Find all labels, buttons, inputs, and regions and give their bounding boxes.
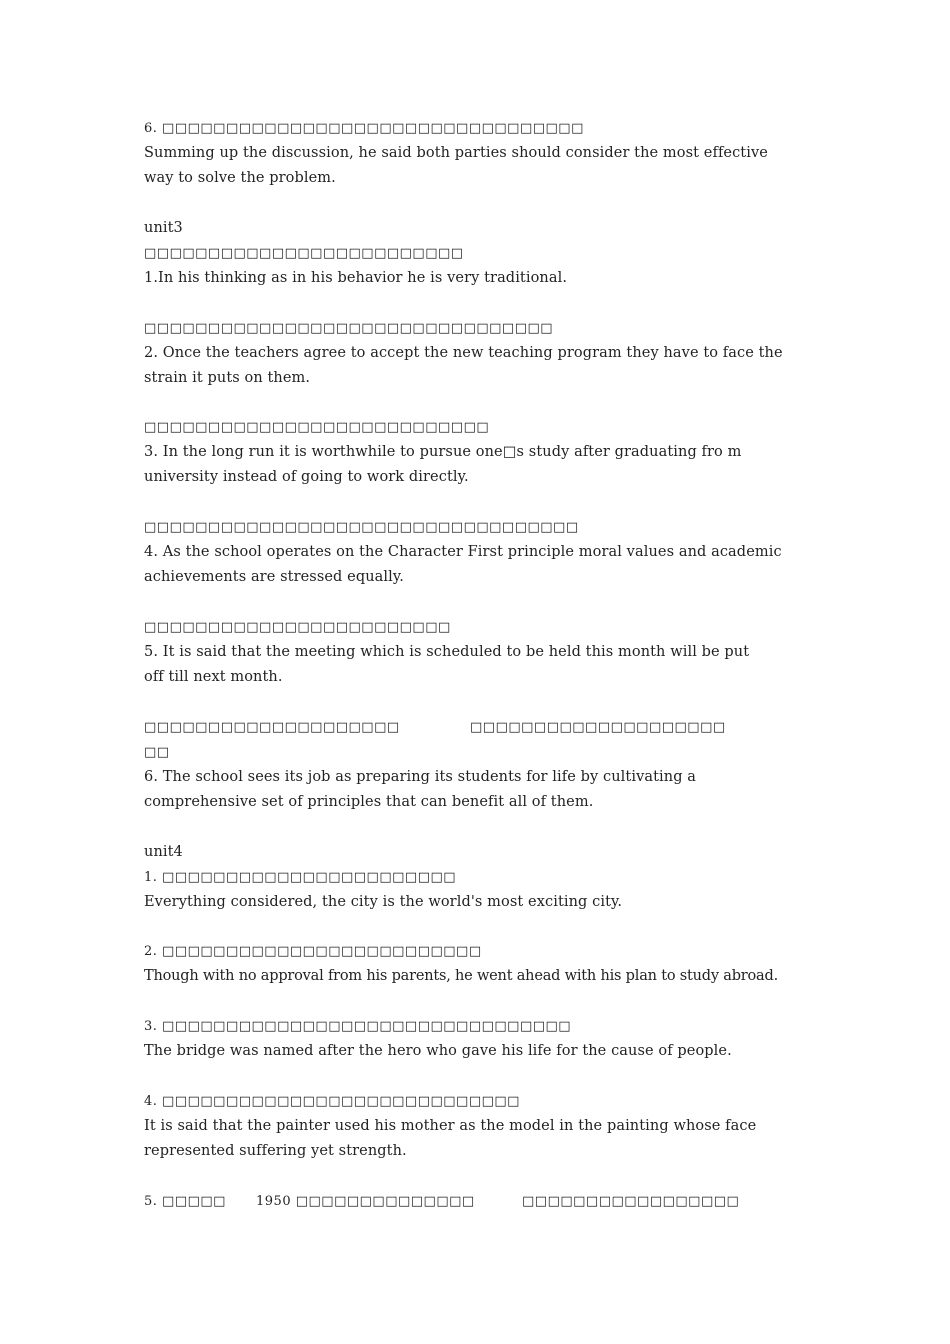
unit4-sentence-4-chinese: 4. □□□□□□□□□□□□□□□□□□□□□□□□□□□□ <box>144 1093 520 1109</box>
unit3-sentence-2-english-line-1: 2. Once the teachers agree to accept the new teaching program they have to face the <box>144 344 783 361</box>
paragraph-gap <box>144 291 808 316</box>
paragraph-gap <box>144 490 808 515</box>
unit3-sentence-4-chinese: □□□□□□□□□□□□□□□□□□□□□□□□□□□□□□□□□□ <box>144 520 579 536</box>
unit4-sentence-2-english: Though with no approval from his parents, he went ahead with his plan to study abroad. <box>144 968 778 985</box>
unit3-sentence-5-english-line-1: 5. It is said that the meeting which is scheduled to be held this month will be put <box>144 643 750 660</box>
paragraph-gap <box>144 191 808 216</box>
unit4-sentence-1-chinese: 1. □□□□□□□□□□□□□□□□□□□□□□□ <box>144 869 457 885</box>
paragraph-gap <box>144 391 808 416</box>
unit4-sentence-5-chinese-middle: 1950 □□□□□□□□□□□□□□ <box>256 1193 475 1209</box>
unit3-sentence-6-chinese <box>144 715 808 740</box>
unit3-sentence-6-chinese-continued: □□ <box>144 744 170 760</box>
unit3-sentence-2-chinese: □□□□□□□□□□□□□□□□□□□□□□□□□□□□□□□□ <box>144 320 554 336</box>
unit2-sentence-6-chinese: 6. □□□□□□□□□□□□□□□□□□□□□□□□□□□□□□□□□ <box>144 121 584 136</box>
unit4-sentence-2-chinese: 2. □□□□□□□□□□□□□□□□□□□□□□□□□ <box>144 944 482 960</box>
paragraph-gap <box>144 1164 808 1189</box>
unit4-sentence-1-english: Everything considered, the city is the world's most exciting city. <box>144 893 623 910</box>
unit4-sentence-3-chinese: 3. □□□□□□□□□□□□□□□□□□□□□□□□□□□□□□□□ <box>144 1019 572 1035</box>
paragraph-gap <box>144 915 808 940</box>
unit4-sentence-5-chinese-right: □□□□□□□□□□□□□□□□□ <box>522 1193 740 1209</box>
unit3-sentence-5-english-line-2: off till next month. <box>144 668 283 685</box>
unit4-heading: unit4 <box>144 843 183 860</box>
unit3-sentence-3-english-line-2: university instead of going to work directly. <box>144 469 469 486</box>
unit3-sentence-4-english-line-2: achievements are stressed equally. <box>144 569 404 586</box>
unit4-sentence-5-chinese <box>144 1189 808 1214</box>
unit3-sentence-6-chinese-left: □□□□□□□□□□□□□□□□□□□□ <box>144 719 400 735</box>
unit4-sentence-4-english-line-1: It is said that the painter used his mother as the model in the painting whose face <box>144 1117 757 1134</box>
unit3-sentence-5-chinese: □□□□□□□□□□□□□□□□□□□□□□□□ <box>144 619 451 635</box>
unit3-sentence-6-chinese-right: □□□□□□□□□□□□□□□□□□□□ <box>470 719 726 735</box>
paragraph-gap <box>144 989 808 1014</box>
unit3-sentence-3-english-line-1: 3. In the long run it is worthwhile to pursue one□s study after graduating fro m <box>144 444 742 461</box>
unit3-sentence-4-english-line-1: 4. As the school operates on the Character First principle moral values and academic <box>144 544 782 561</box>
unit3-sentence-2-english-line-2: strain it puts on them. <box>144 369 311 386</box>
paragraph-gap <box>144 690 808 715</box>
unit3-sentence-1-chinese: □□□□□□□□□□□□□□□□□□□□□□□□□ <box>144 245 464 261</box>
paragraph-gap <box>144 590 808 615</box>
unit2-sentence-6-english-line-2: way to solve the problem. <box>144 170 336 186</box>
document-page <box>144 116 808 1214</box>
unit2-sentence-6-english-line-1: Summing up the discussion, he said both parties should consider the most effective <box>144 145 768 161</box>
unit3-sentence-3-chinese: □□□□□□□□□□□□□□□□□□□□□□□□□□□ <box>144 420 490 436</box>
unit3-sentence-6-english-line-2: comprehensive set of principles that can benefit all of them. <box>144 793 594 810</box>
unit3-sentence-1-english: 1.In his thinking as in his behavior he is very traditional. <box>144 269 568 286</box>
paragraph-gap <box>144 1064 808 1089</box>
unit4-sentence-4-english-line-2: represented suffering yet strength. <box>144 1142 407 1159</box>
paragraph-gap <box>144 815 808 840</box>
unit4-sentence-3-english: The bridge was named after the hero who gave his life for the cause of people. <box>144 1043 732 1060</box>
unit4-sentence-5-chinese-left: 5. □□□□□ <box>144 1193 226 1209</box>
unit3-heading: unit3 <box>144 219 183 236</box>
unit3-sentence-6-english-line-1: 6. The school sees its job as preparing its students for life by cultivating a <box>144 768 697 785</box>
